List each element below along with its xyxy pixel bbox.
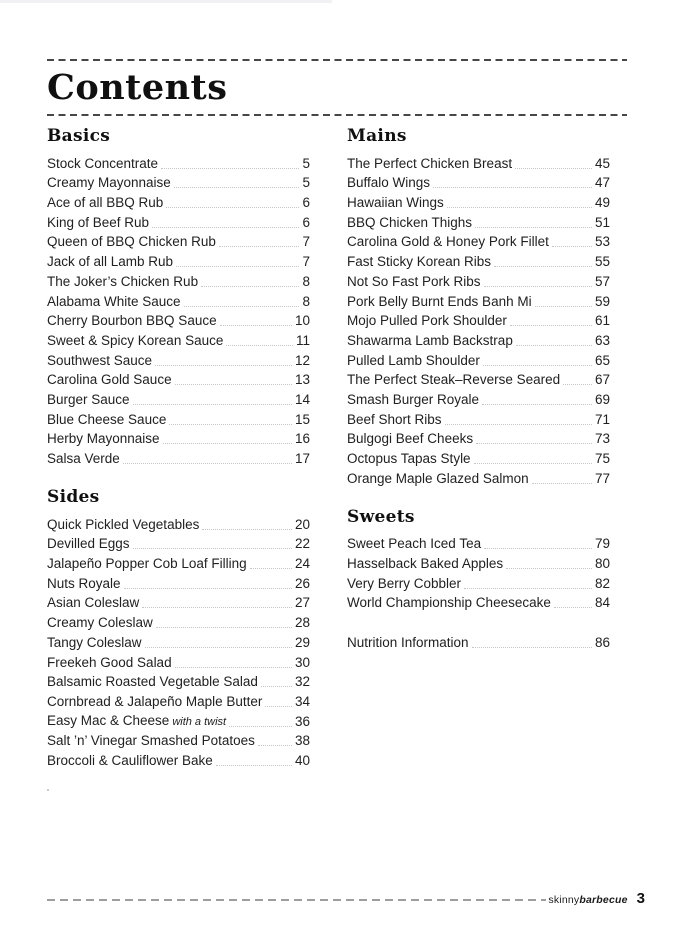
toc-entry (47, 447, 310, 467)
page-number: 3 (636, 890, 645, 907)
toc-entry-page: 86 (594, 635, 610, 651)
toc-entry-page: 12 (294, 352, 310, 368)
toc-entry-label: Broccoli & Cauliflower Bake (47, 752, 213, 768)
toc-entry-label: Shawarma Lamb Backstrap (347, 332, 513, 348)
toc-entry (47, 749, 310, 769)
toc-entry (347, 231, 610, 251)
toc-entry-label: Blue Cheese Sauce (47, 411, 167, 427)
toc-entry-page: 28 (294, 615, 310, 631)
toc-entry-page: 5 (302, 175, 310, 191)
dotted-leader (175, 667, 292, 668)
toc-entry (347, 329, 610, 349)
dotted-leader (250, 568, 292, 569)
dotted-leader (133, 404, 292, 405)
toc-entry-page: 53 (594, 234, 610, 250)
page-title: Contents (47, 67, 228, 108)
toc-entry-label: Sweet & Spicy Korean Sauce (47, 332, 224, 348)
toc-entry (47, 231, 310, 251)
dotted-leader (258, 745, 292, 746)
toc-entry-page: 82 (594, 575, 610, 591)
dotted-leader (475, 227, 592, 228)
toc-entry-page: 67 (594, 372, 610, 388)
toc-entry-suffix: with a twist (172, 715, 227, 728)
toc-entry (47, 172, 310, 192)
dotted-leader (484, 548, 592, 549)
toc-entry (47, 710, 310, 730)
toc-entry-label: Jack of all Lamb Rub (47, 254, 174, 270)
toc-entry-label: Hasselback Baked Apples (347, 556, 504, 572)
toc-entry (47, 552, 310, 572)
toc-entry-label: Hawaiian Wings (347, 195, 444, 211)
toc-entry-page: 6 (302, 214, 310, 230)
dotted-leader (433, 187, 592, 188)
toc-entry-page: 26 (294, 575, 310, 591)
dotted-leader (554, 607, 592, 608)
toc-entry-page: 61 (594, 313, 610, 329)
toc-entry (347, 172, 610, 192)
dotted-leader (229, 726, 292, 727)
toc-entry-page: 79 (594, 536, 610, 552)
toc-entry-label: Balsamic Roasted Vegetable Salad (47, 674, 258, 690)
toc-entry-label: BBQ Chicken Thighs (347, 214, 473, 230)
section-basics (47, 128, 310, 467)
toc-entry (347, 250, 610, 270)
toc-entry (47, 310, 310, 330)
dotted-leader (219, 246, 300, 247)
dotted-leader (506, 568, 592, 569)
page-top-edge-decoration (0, 0, 332, 3)
toc-entry (347, 408, 610, 428)
toc-entry-page: 30 (294, 654, 310, 670)
toc-entry-label: Tangy Coleslaw (47, 634, 142, 650)
toc-entry (47, 349, 310, 369)
toc-entry-label: Mojo Pulled Pork Shoulder (347, 313, 507, 329)
toc-entry (47, 513, 310, 533)
page-footer (47, 891, 645, 906)
toc-entry (47, 671, 310, 691)
toc-entry-label: Smash Burger Royale (347, 391, 480, 407)
toc-entry-page: 36 (294, 713, 310, 729)
toc-entry (47, 428, 310, 448)
dotted-leader (216, 765, 292, 766)
toc-entry (347, 552, 610, 572)
dotted-leader (202, 529, 292, 530)
toc-entry-label: Herby Mayonnaise (47, 431, 160, 447)
toc-entry-page: 59 (594, 293, 610, 309)
toc-entry (347, 631, 610, 651)
dotted-leader (483, 365, 592, 366)
toc-entry (47, 651, 310, 671)
toc-entry-page: 15 (294, 411, 310, 427)
toc-entry-page: 11 (295, 332, 310, 348)
toc-entry (47, 152, 310, 172)
toc-column-left (47, 128, 310, 769)
toc-entry-label: The Perfect Steak–Reverse Seared (347, 372, 561, 388)
toc-entry-label: Salt ’n’ Vinegar Smashed Potatoes (47, 733, 255, 749)
toc-entry-page: 8 (302, 273, 310, 289)
toc-entry (47, 270, 310, 290)
toc-entry-page: 49 (594, 195, 610, 211)
toc-entry-label: Nutrition Information (347, 635, 469, 651)
section-title: Mains (347, 126, 407, 146)
toc-entry-page: 55 (594, 254, 610, 270)
toc-entry-label: Pulled Lamb Shoulder (347, 352, 480, 368)
toc-entry-page: 20 (294, 516, 310, 532)
dashed-rule-top (47, 59, 627, 61)
dotted-leader (447, 207, 592, 208)
toc-entry-page: 17 (294, 451, 310, 466)
dotted-leader (552, 246, 592, 247)
toc-entry-label: Creamy Coleslaw (47, 615, 153, 631)
brand-logo (548, 894, 627, 906)
dotted-leader (265, 706, 292, 707)
toc-entry-page: 73 (594, 431, 610, 447)
section-title: Sides (47, 487, 100, 507)
toc-entry-label: Bulgogi Beef Cheeks (347, 431, 474, 447)
toc-entry-page: 27 (294, 595, 310, 611)
toc-entry (347, 191, 610, 211)
brand-light-text: skinny (548, 894, 580, 906)
dotted-leader (510, 325, 592, 326)
toc-entry-page: 45 (594, 155, 610, 171)
dotted-leader (145, 647, 292, 648)
toc-column-right (347, 128, 610, 769)
toc-entry-label: Beef Short Ribs (347, 411, 442, 427)
toc-entry (47, 290, 310, 310)
toc-entry (347, 369, 610, 389)
toc-entry-page: 10 (294, 313, 310, 329)
toc-entry-label: The Joker’s Chicken Rub (47, 273, 199, 289)
toc-entry-label: Nuts Royale (47, 575, 121, 591)
toc-entry-label: Octopus Tapas Style (347, 451, 471, 466)
toc-entry-label: Quick Pickled Vegetables (47, 516, 200, 532)
toc-entry (47, 730, 310, 750)
toc-entry-page: 16 (294, 431, 310, 447)
toc-entry (347, 310, 610, 330)
toc-list (47, 152, 310, 467)
toc-entry-label: Queen of BBQ Chicken Rub (47, 234, 216, 250)
toc-entry-label: Ace of all BBQ Rub (47, 195, 164, 211)
toc-entry (47, 250, 310, 270)
dotted-leader (494, 266, 592, 267)
toc-entry-label: Jalapeño Popper Cob Loaf Filling (47, 556, 247, 572)
toc-entry (47, 211, 310, 231)
toc-entry (47, 631, 310, 651)
dotted-leader (226, 345, 293, 346)
toc-entry (347, 428, 610, 448)
toc-entry-page: 84 (594, 595, 610, 611)
toc-entry (347, 572, 610, 592)
toc-entry-label: Not So Fast Pork Ribs (347, 273, 481, 289)
toc-entry (47, 572, 310, 592)
toc-entry (47, 388, 310, 408)
toc-entry-page: 32 (294, 674, 310, 690)
toc-list (47, 513, 310, 769)
dotted-leader (472, 647, 592, 648)
dotted-leader (124, 588, 292, 589)
dashed-rule-bottom (47, 114, 627, 116)
toc-entry-label: Very Berry Cobbler (347, 575, 462, 591)
toc-entry-label: Devilled Eggs (47, 536, 130, 552)
toc-entry (347, 592, 610, 612)
dotted-leader (152, 227, 299, 228)
section-title: Sweets (347, 506, 415, 527)
dotted-leader (535, 306, 592, 307)
toc-entry-label: Cornbread & Jalapeño Maple Butter (47, 693, 263, 709)
toc-entry (347, 533, 610, 553)
dotted-leader (161, 168, 299, 169)
dotted-leader (123, 463, 292, 464)
toc-entry-label: Creamy Mayonnaise (47, 175, 171, 191)
toc-entry (347, 467, 610, 487)
toc-list (347, 152, 610, 487)
dotted-leader (169, 424, 292, 425)
toc-entry-label: Salsa Verde (47, 451, 120, 466)
dotted-leader (515, 168, 592, 169)
toc-entry-label: Alabama White Sauce (47, 293, 181, 309)
section-sides (47, 489, 310, 769)
section-mains (347, 128, 610, 487)
toc-entry-page: 29 (294, 634, 310, 650)
toc-entry-label: Easy Mac & Cheese with a twist (47, 712, 227, 728)
toc-entry-label: Freekeh Good Salad (47, 654, 172, 670)
toc-entry (347, 388, 610, 408)
toc-entry-label: King of Beef Rub (47, 214, 150, 230)
toc-entry-page: 77 (594, 470, 610, 486)
dotted-leader (201, 286, 299, 287)
toc-entry-page: 8 (302, 293, 310, 309)
toc-entry-label: Carolina Gold Sauce (47, 372, 172, 388)
toc-entry (47, 592, 310, 612)
toc-entry-label: Southwest Sauce (47, 352, 153, 368)
section-sweets (347, 506, 610, 651)
stray-dot-artifact (47, 789, 49, 791)
dotted-leader (484, 286, 592, 287)
toc-entry-page: 6 (302, 195, 310, 211)
toc-entry-label: Buffalo Wings (347, 175, 431, 191)
dotted-leader (174, 187, 300, 188)
toc-entry-label: Pork Belly Burnt Ends Banh Mi (347, 293, 532, 309)
toc-entry (347, 152, 610, 172)
dotted-leader (220, 325, 292, 326)
toc-entry-page: 57 (594, 273, 610, 289)
toc-entry-page: 7 (302, 234, 310, 250)
toc-entry-page: 71 (594, 411, 610, 427)
toc-entry-label: Carolina Gold & Honey Pork Fillet (347, 234, 549, 250)
dotted-leader (563, 384, 592, 385)
toc-entry (347, 290, 610, 310)
toc-entry-page: 14 (294, 391, 310, 407)
toc-columns (47, 128, 610, 769)
toc-entry-page: 75 (594, 451, 610, 466)
brand-bold-text: barbecue (579, 894, 628, 906)
dotted-leader (474, 463, 592, 464)
toc-entry-label: Sweet Peach Iced Tea (347, 536, 482, 552)
page-header (47, 59, 627, 116)
toc-entry-page: 63 (594, 332, 610, 348)
dotted-leader (261, 686, 292, 687)
dotted-leader (184, 306, 300, 307)
dotted-leader (532, 483, 592, 484)
toc-entry (47, 611, 310, 631)
toc-entry-page: 47 (594, 175, 610, 191)
toc-entry-page: 13 (294, 372, 310, 388)
toc-entry (47, 369, 310, 389)
toc-entry (347, 349, 610, 369)
dotted-leader (163, 443, 292, 444)
dotted-leader (175, 384, 292, 385)
toc-entry-page: 24 (294, 556, 310, 572)
toc-entry (47, 191, 310, 211)
toc-entry-label: Fast Sticky Korean Ribs (347, 254, 492, 270)
toc-entry-page: 38 (294, 733, 310, 749)
dotted-leader (464, 588, 592, 589)
toc-entry-page: 80 (594, 556, 610, 572)
toc-entry-page: 34 (294, 693, 310, 709)
dotted-leader (445, 424, 592, 425)
dotted-leader (155, 365, 292, 366)
toc-entry-page: 5 (302, 155, 310, 171)
toc-entry-label: Stock Concentrate (47, 155, 159, 171)
toc-entry-label: Orange Maple Glazed Salmon (347, 470, 529, 486)
dotted-leader (476, 443, 592, 444)
toc-entry-label: Cherry Bourbon BBQ Sauce (47, 313, 217, 329)
toc-entry-label: Burger Sauce (47, 391, 130, 407)
toc-entry (347, 447, 610, 467)
footer-dashed-rule (47, 899, 546, 901)
dotted-leader (166, 207, 299, 208)
dotted-leader (176, 266, 299, 267)
section-title: Basics (47, 126, 111, 146)
dotted-leader (482, 404, 592, 405)
dotted-leader (156, 627, 292, 628)
toc-entry (47, 408, 310, 428)
toc-entry-page: 7 (302, 254, 310, 270)
toc-entry-page: 69 (594, 391, 610, 407)
toc-list (347, 533, 610, 651)
toc-entry-page: 65 (594, 352, 610, 368)
toc-entry-label: World Championship Cheesecake (347, 595, 551, 611)
toc-entry-label: The Perfect Chicken Breast (347, 155, 513, 171)
toc-entry-page: 40 (294, 752, 310, 768)
toc-entry-label: Asian Coleslaw (47, 595, 140, 611)
dotted-leader (516, 345, 592, 346)
dotted-leader (142, 607, 292, 608)
toc-entry (347, 270, 610, 290)
dotted-leader (133, 548, 292, 549)
toc-entry-page: 22 (294, 536, 310, 552)
toc-entry (347, 211, 610, 231)
toc-entry (47, 329, 310, 349)
toc-entry (47, 533, 310, 553)
toc-entry-page: 51 (594, 214, 610, 230)
toc-entry (47, 690, 310, 710)
